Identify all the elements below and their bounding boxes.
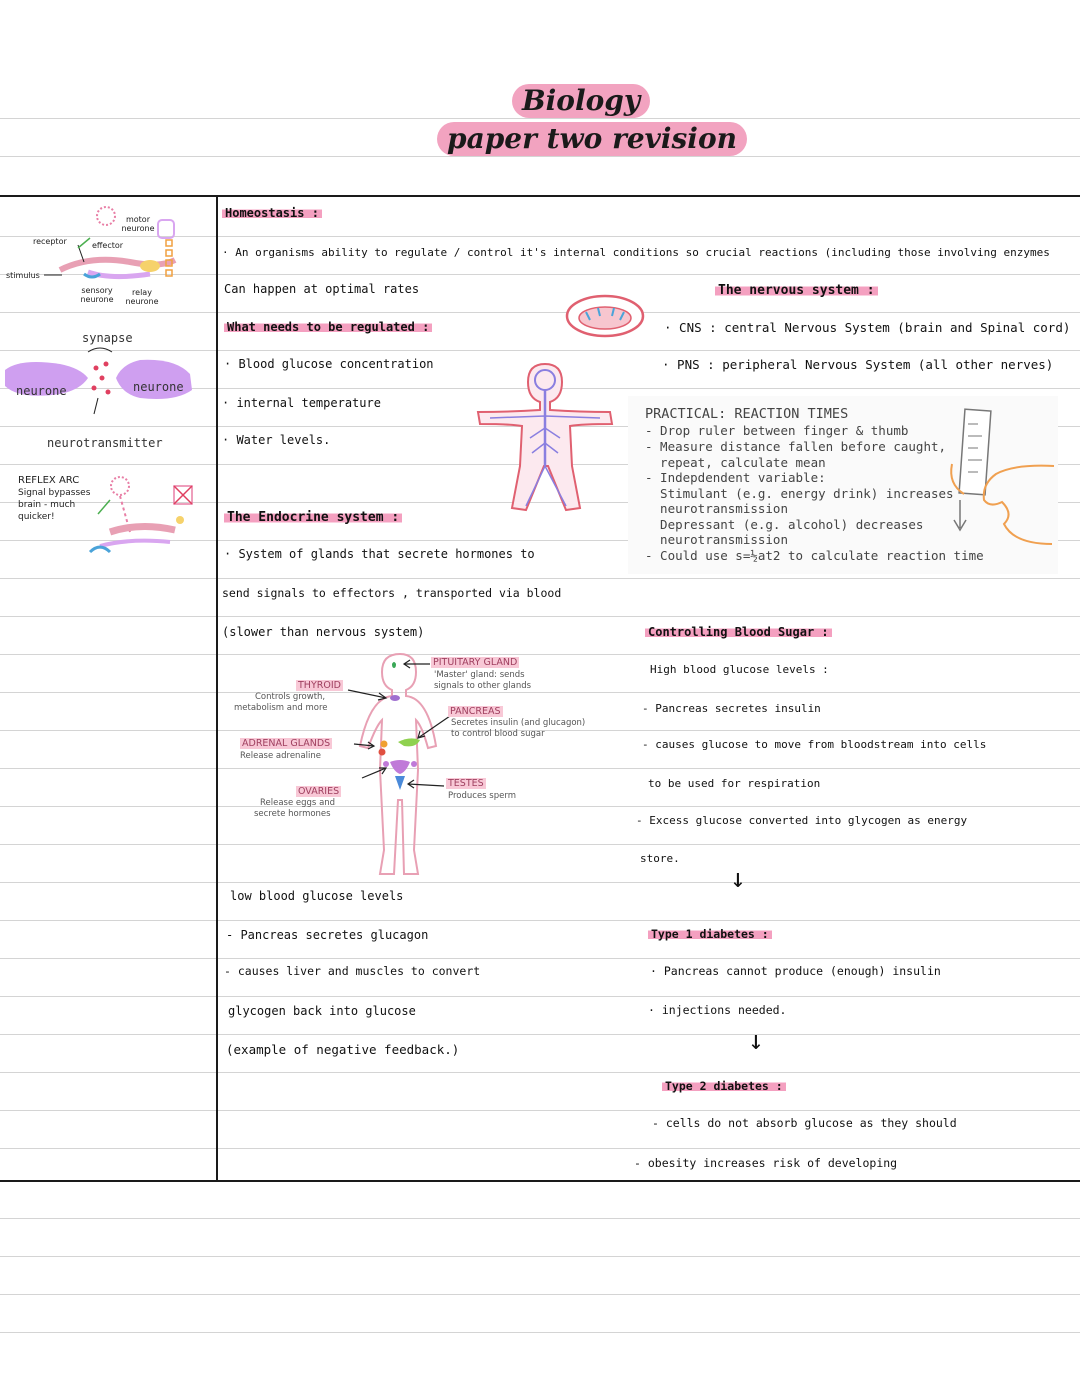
practical-line: neurotransmission [645, 501, 788, 516]
nervous-system-heading: The nervous system : [715, 283, 878, 298]
gland-pituitary-desc1: 'Master' gland: sends [434, 670, 525, 680]
label-neurotransmitter: neurotransmitter [47, 436, 163, 450]
endocrine-line2: send signals to effectors , transported via blood [222, 586, 562, 600]
gland-pancreas: PANCREAS [450, 706, 501, 717]
practical-title: PRACTICAL: REACTION TIMES [645, 406, 849, 422]
regulated-item-3: · Water levels. [222, 433, 331, 447]
gland-adrenal: ADRENAL GLANDS [242, 738, 331, 749]
label-stimulus: stimulus [6, 271, 40, 280]
low-glucose-line4: glycogen back into glucose [228, 1004, 416, 1018]
blood-sugar-line6: store. [640, 852, 680, 865]
endocrine-line3: (slower than nervous system) [222, 625, 425, 639]
column-divider [216, 195, 218, 1182]
homeostasis-heading: Homeostasis : [222, 206, 322, 220]
regulated-heading: What needs to be regulated : [224, 320, 432, 334]
practical-line: - Drop ruler between finger & thumb [645, 423, 909, 438]
type2-line1: - cells do not absorb glucose as they should [652, 1116, 957, 1130]
label-receptor: receptor [33, 237, 67, 246]
low-glucose-line3: - causes liver and muscles to convert [224, 964, 481, 978]
nervous-system-pns: · PNS : peripheral Nervous System (all other nerves) [662, 357, 1054, 372]
gland-thyroid: THYROID [298, 680, 341, 691]
practical-line: - Indepdendent variable: [645, 470, 826, 485]
type1-line2: · injections needed. [648, 1003, 787, 1017]
reflex-arc-line2: brain - much [18, 500, 76, 510]
low-glucose-line5: (example of negative feedback.) [226, 1042, 460, 1057]
reflex-arc-line3: quicker! [18, 512, 55, 522]
endocrine-heading: The Endocrine system : [224, 510, 402, 525]
gland-thyroid-desc2: metabolism and more [234, 703, 328, 713]
endocrine-line1: · System of glands that secrete hormones to [224, 547, 535, 561]
type2-heading: Type 2 diabetes : [662, 1079, 786, 1093]
gland-pancreas-desc2: to control blood sugar [451, 729, 545, 739]
blood-sugar-arrow: ↓ [730, 864, 746, 894]
blood-sugar-line5: - Excess glucose converted into glycogen as energy [636, 814, 968, 827]
page-title: Biology [512, 84, 650, 118]
low-glucose-line1: low blood glucose levels [230, 889, 404, 903]
gland-ovaries: OVARIES [298, 786, 340, 797]
homeostasis-line2: Can happen at optimal rates [224, 282, 420, 296]
nervous-system-body-drawing [470, 358, 620, 516]
blood-sugar-line4: to be used for respiration [648, 777, 821, 790]
reflex-arc-drawing [80, 472, 200, 564]
practical-line: repeat, calculate mean [645, 455, 826, 470]
gland-pituitary: PITUITARY GLAND [433, 657, 518, 668]
blood-sugar-line2: - Pancreas secretes insulin [642, 702, 821, 715]
practical-line: Depressant (e.g. alcohol) decreases [645, 517, 924, 532]
mouth-drawing [562, 292, 648, 340]
gland-testes: TESTES [448, 778, 484, 789]
label-neurone-left: neurone [16, 384, 67, 398]
ruler-hand-drawing [944, 404, 1056, 554]
blood-sugar-line1: High blood glucose levels : [650, 663, 829, 676]
reflex-arc-title: REFLEX ARC [18, 475, 80, 486]
gland-thyroid-desc1: Controls growth, [255, 692, 326, 702]
label-effector: effector [92, 241, 124, 250]
label-synapse: synapse [82, 331, 133, 345]
regulated-item-2: · internal temperature [222, 396, 381, 410]
nervous-system-cns: · CNS : central Nervous System (brain and Spinal cord) [664, 320, 1071, 335]
type1-line1: · Pancreas cannot produce (enough) insulin [650, 964, 941, 978]
homeostasis-line1: · An organisms ability to regulate / control it's internal conditions so crucial reactions (including those involving enzymes [222, 246, 1050, 259]
label-motor-neurone: motor neurone [121, 215, 155, 233]
gland-ovaries-desc1: Release eggs and [260, 798, 336, 808]
table-top-border [0, 195, 1080, 197]
blood-sugar-heading: Controlling Blood Sugar : [645, 625, 832, 639]
label-sensory-neurone: sensory neurone [80, 286, 114, 304]
practical-line: - Measure distance fallen before caught, [645, 439, 947, 454]
type2-line2: - obesity increases risk of developing [634, 1156, 898, 1170]
reflex-arc-line1: Signal bypasses [18, 488, 91, 498]
gland-pituitary-desc2: signals to other glands [434, 681, 532, 691]
gland-pancreas-desc1: Secretes insulin (and glucagon) [451, 718, 586, 728]
table-bottom-border [0, 1180, 1080, 1182]
regulated-item-1: · Blood glucose concentration [224, 357, 434, 371]
gland-ovaries-desc2: secrete hormones [254, 809, 331, 819]
page-subtitle: paper two revision [437, 122, 747, 156]
low-glucose-line2: - Pancreas secretes glucagon [226, 928, 429, 942]
practical-line: - Could use s=½at2 to calculate reaction time [645, 548, 984, 563]
gland-testes-desc: Produces sperm [448, 791, 516, 801]
label-neurone-right: neurone [133, 380, 184, 394]
gland-adrenal-desc: Release adrenaline [240, 751, 321, 761]
label-relay-neurone: relay neurone [125, 288, 159, 306]
type1-heading: Type 1 diabetes : [648, 927, 772, 941]
blood-sugar-line3: - causes glucose to move from bloodstream into cells [642, 738, 987, 751]
practical-line: Stimulant (e.g. energy drink) increases [645, 486, 954, 501]
diabetes-arrow: ↓ [748, 1026, 764, 1056]
practical-line: neurotransmission [645, 532, 788, 547]
